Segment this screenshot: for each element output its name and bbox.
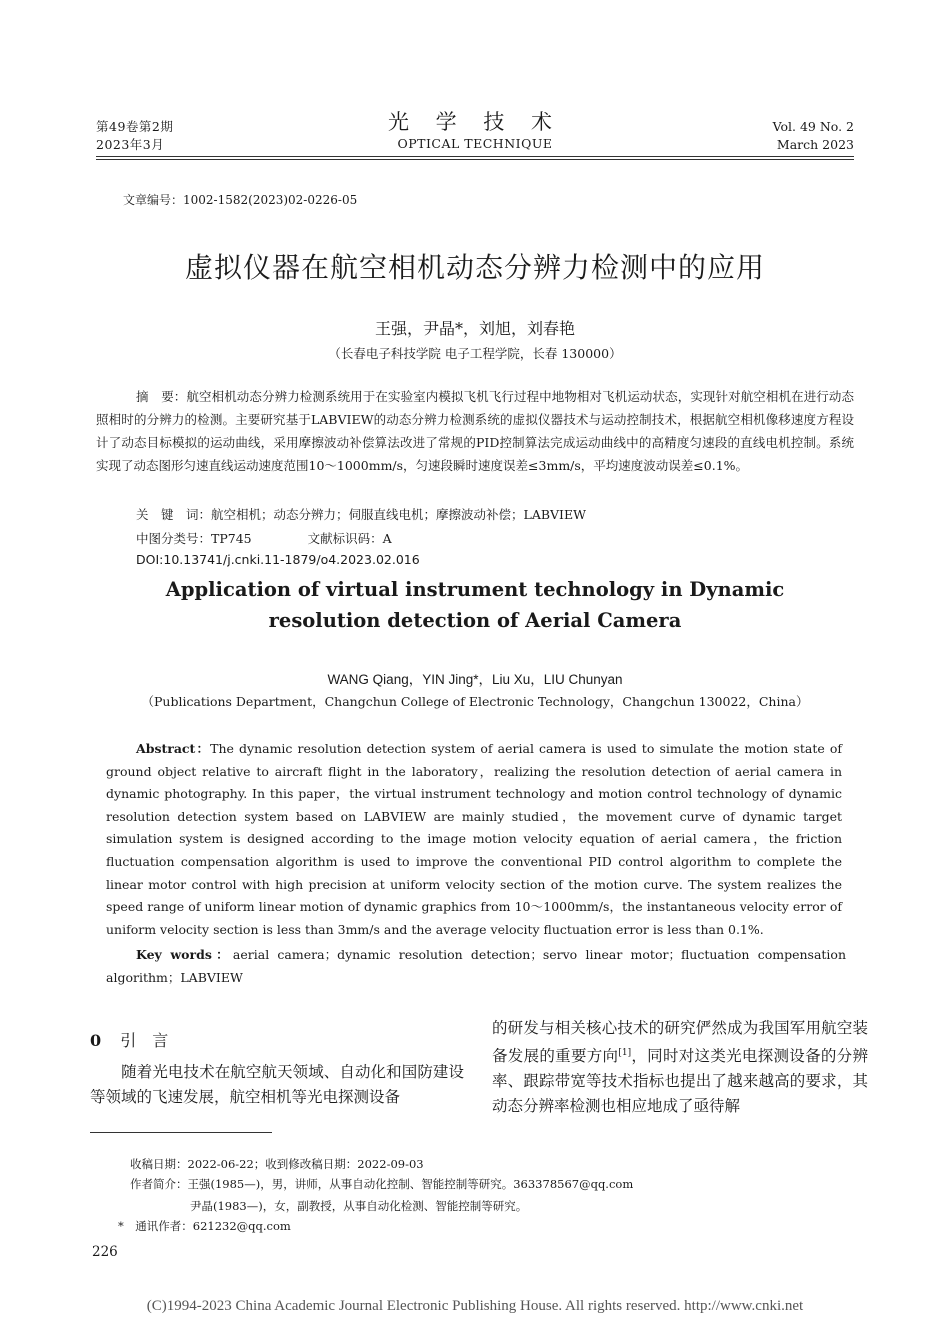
abstract-cn-text: 航空相机动态分辨力检测系统用于在实验室内模拟飞机飞行过程中地物相对飞机运动状态，实现针对航空相机在进行动态照相时的分辨力的检测。主要研究基于LABVIEW的动态分辨力检测系统的虚拟仪器技术与运动控制技术，根据航空相机像移速度方程设计了动态目标模拟的运动曲线，采用摩擦波动补偿算法改进了常规的PID控制算法完成运动曲线中的高精度匀速段的直线电机控制。系统实现了动态图形匀速直线运动速度范围10～1000mm/s，匀速段瞬时速度误差≤3mm/s，平均速度波动误差≤0.1%。 — [96, 389, 854, 473]
doc-code-label: 文献标识码： — [307, 531, 383, 546]
footnote-bio1: 王强(1985—)，男，讲师，从事自动化控制、智能控制等研究。363378567@qq.com — [187, 1177, 634, 1191]
affiliation-en: （Publications Department，Changchun College of Electronic Technology，Changchun 130022，China） — [141, 694, 809, 709]
keywords-cn — [136, 505, 586, 523]
keywords-en — [106, 944, 846, 989]
header-volume-en — [773, 118, 854, 154]
abstract-en-text: The dynamic resolution detection system of aerial camera is used to simulate the motion state of ground object relative to aircraft flight in the laboratory，realizing the resolution detection of aerial camera in dynamic photography. In this paper，the virtual instrument technology and motion control technology of dynamic resolution detection system based on LABVIEW are mainly studied，the movement curve of dynamic target simulation system is designed according to the image motion velocity equation of aerial camera，the friction fluctuation compensation algorithm is used to improve the conventional PID control algorithm to complete the linear motor control with high precision at uniform velocity section of the motion curve. The system realizes the speed range of uniform linear motion of dynamic graphics from 10～1000mm/s，the instantaneous velocity error of uniform velocity section is less than 3mm/s and the average velocity fluctuation error is less than 0.1%. — [106, 741, 843, 937]
classification-cn — [136, 529, 392, 547]
doi: DOI:10.13741/j.cnki.11-1879/o4.2023.02.016 — [136, 552, 420, 567]
clc-label: 中图分类号： — [136, 531, 212, 546]
footnote-received: 收稿日期：2022-06-22；收到修改稿日期：2022-09-03 — [130, 1157, 424, 1171]
section-title: 引 言 — [120, 1031, 169, 1050]
abstract-cn — [96, 385, 854, 477]
keywords-cn-label: 关 键 词： — [136, 507, 212, 522]
body-right-text-a: 的研发与相关核心技术的研究俨然成为我国军用航空装备发展的重要方向 — [492, 1019, 868, 1066]
footnote-rule — [90, 1132, 272, 1133]
title-en — [0, 574, 950, 636]
keywords-cn-text: 航空相机；动态分辨力；伺服直线电机；摩擦波动补偿；LABVIEW — [211, 507, 586, 522]
body-right-column — [492, 1016, 868, 1119]
date-cn: 2023年3月 — [96, 137, 165, 152]
footnote-bio2: 尹晶(1983—)，女，副教授，从事自动化检测、智能控制等研究。 — [190, 1199, 528, 1213]
copyright-footer: (C)1994-2023 China Academic Journal Electronic Publishing House. All rights reserved. http://www.cnki.net — [146, 1298, 804, 1314]
footnote-bio-label: 作者简介： — [130, 1177, 188, 1191]
volume-en: Vol. 49 No. 2 — [772, 119, 854, 134]
citation-ref[interactable]: [1] — [618, 1048, 632, 1058]
clc-code: TP745 — [211, 531, 252, 546]
journal-name-cn: 光 学 技 术 — [387, 110, 563, 134]
abstract-en-label: Abstract： — [136, 741, 211, 756]
title-en-line1: Application of virtual instrument technology in Dynamic — [165, 578, 785, 601]
header-rule-2 — [96, 159, 854, 160]
doc-code: A — [382, 531, 392, 546]
authors-cn: 王强，尹晶*，刘旭，刘春艳 — [374, 319, 575, 338]
footnote-corresponding: * 通讯作者：621232@qq.com — [118, 1219, 291, 1233]
section-heading — [90, 1028, 168, 1051]
keywords-en-text: aerial camera；dynamic resolution detection；servo linear motor；fluctuation compensation algorithm；LABVIEW — [106, 947, 846, 985]
section-number: 0 — [90, 1031, 102, 1050]
header-rule — [96, 156, 854, 157]
abstract-en — [106, 738, 842, 941]
volume-cn: 第49卷第2期 — [96, 119, 174, 134]
keywords-en-label: Key words： — [136, 947, 233, 962]
page-number: 226 — [92, 1244, 118, 1260]
footnote-bio — [130, 1174, 633, 1194]
title-cn: 虚拟仪器在航空相机动态分辨力检测中的应用 — [184, 251, 765, 284]
title-en-line2: resolution detection of Aerial Camera — [268, 609, 682, 632]
date-en: March 2023 — [776, 137, 854, 152]
article-number: 文章编号：1002-1582(2023)02-0226-05 — [123, 193, 358, 207]
body-right-text-b: ，同时对这类光电探测设备的分辨率、跟踪带宽等技术指标也提出了越来越高的要求，其动态分辨率检测也相应地成了亟待解 — [492, 1047, 868, 1116]
abstract-cn-label: 摘 要： — [136, 389, 187, 404]
body-left-column: 随着光电技术在航空航天领域、自动化和国防建设等领域的飞速发展，航空相机等光电探测设备 — [90, 1063, 464, 1106]
affiliation-cn: （长春电子科技学院 电子工程学院，长春 130000） — [328, 346, 622, 361]
journal-name-en: OPTICAL TECHNIQUE — [397, 136, 553, 151]
authors-en: WANG Qiang，YIN Jing*，Liu Xu，LIU Chunyan — [327, 672, 623, 687]
